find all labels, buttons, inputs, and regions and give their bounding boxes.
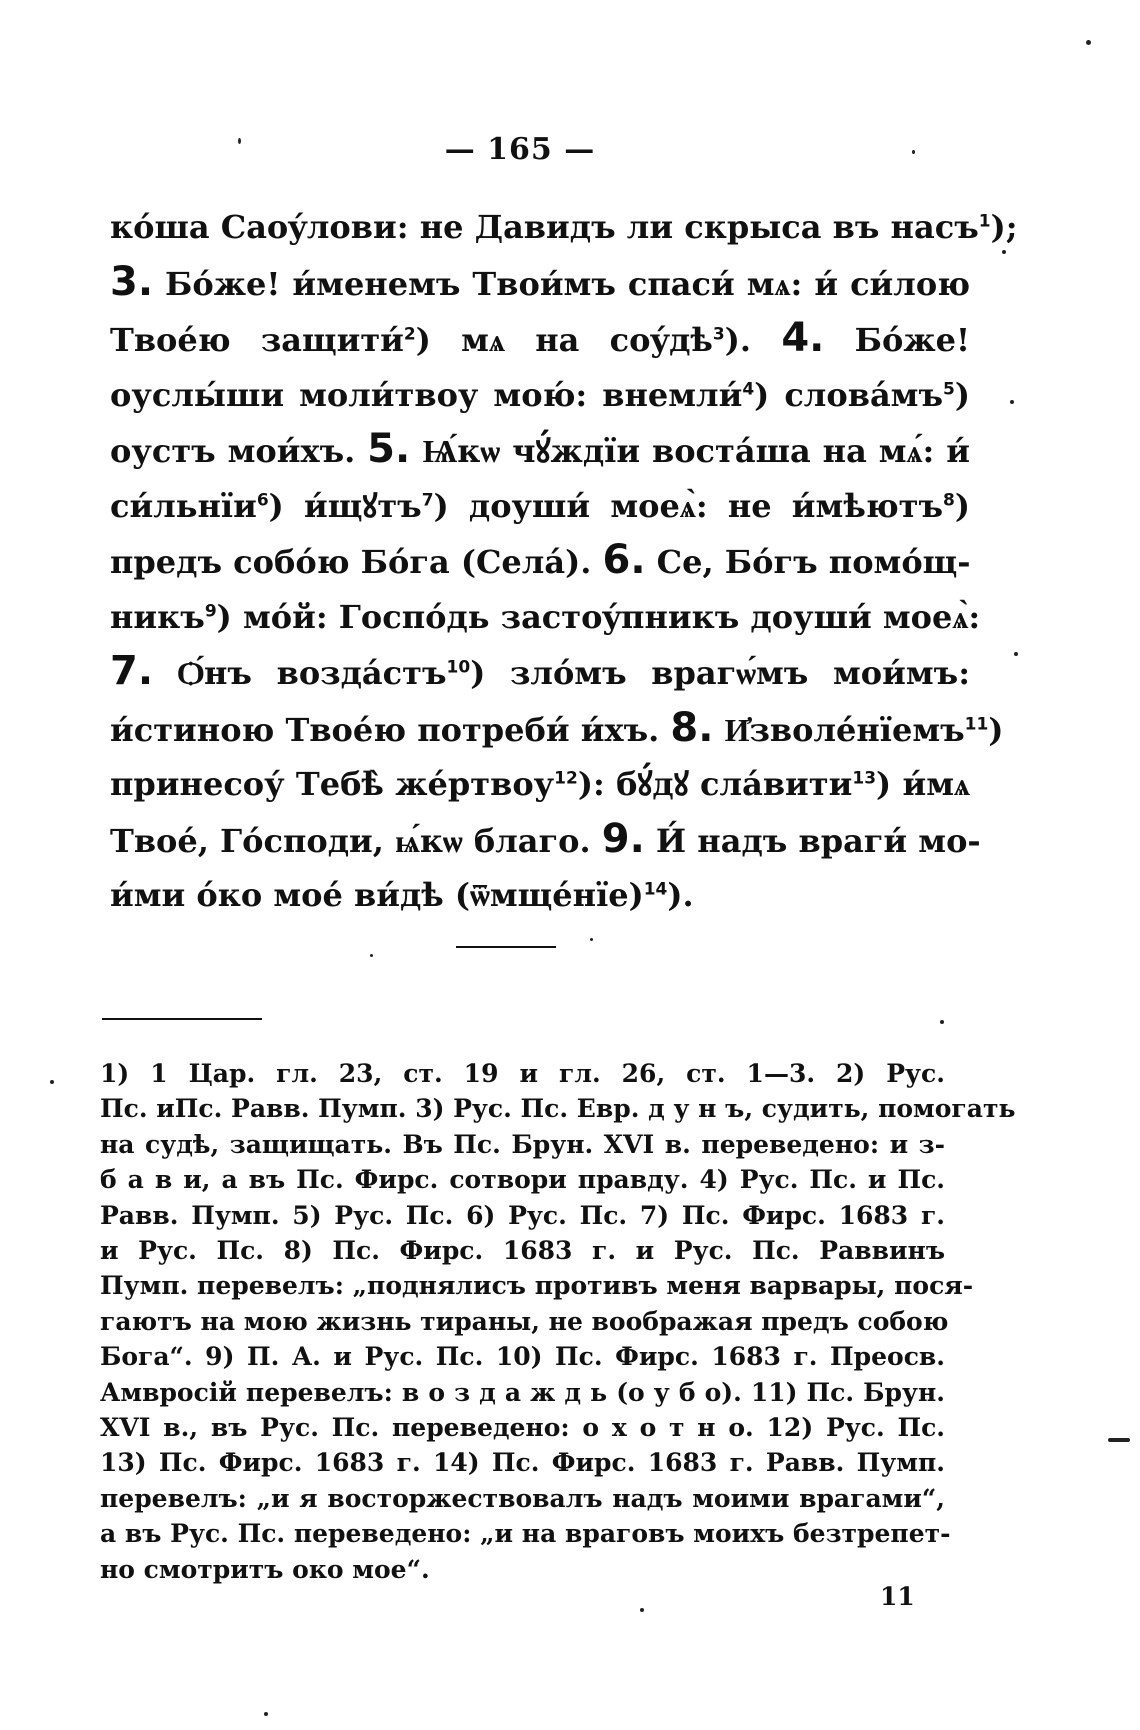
footnote-line: 13) Пс. Фирс. 1683 г. 14) Пс. Фирс. 1683 г. Равв. Пумп. xyxy=(100,1448,945,1478)
text-run: и́ми óко моé ви́дѣ (ѿмщéнїе) xyxy=(110,876,644,914)
footnote-ref: 5 xyxy=(943,378,955,399)
footnote-ref: 13 xyxy=(852,768,877,789)
text-line xyxy=(110,479,970,534)
footnote-line: Пс. иПс. Равв. Пумп. 3) Рус. Пс. Евр. д у н ъ, судить, помогать xyxy=(100,1094,1016,1124)
text-run: Се, Бóгъ помóщ- xyxy=(645,543,971,581)
verse-number: 6. xyxy=(602,537,646,583)
text-run: ) мóй: Госпóдь застоýпникъ доуши́ моеѧ̀: xyxy=(216,597,981,636)
text-run: ) xyxy=(954,375,971,414)
text-run: ) xyxy=(954,486,970,525)
footnote-ref: 14 xyxy=(643,879,668,900)
text-line xyxy=(110,422,970,479)
footnote-line: XVI в., въ Рус. Пс. переведено: о х о т н о. 12) Рус. Пс. xyxy=(100,1413,945,1443)
text-run: ) и́щꙋтъ xyxy=(268,486,422,525)
footnote-line: Амвросій перевелъ: в о з д а ж д ь (о у б о). 11) Пс. Брун. xyxy=(100,1377,945,1407)
text-run: и́стиною Твоéю потреби́ и́хъ. xyxy=(110,710,671,749)
scan-speck xyxy=(1086,40,1091,45)
scan-speck xyxy=(1002,250,1006,254)
text-run: ) и́мѧ xyxy=(876,765,970,803)
scan-speck xyxy=(912,150,915,154)
text-run: И҆зволéнїемъ xyxy=(713,710,965,749)
scan-speck xyxy=(1010,400,1014,404)
text-line xyxy=(110,644,970,701)
psalm-text xyxy=(110,200,1018,923)
footnote-ref: 6 xyxy=(256,489,269,510)
verse-number: 3. xyxy=(110,258,154,305)
footnote-ref: 9 xyxy=(204,600,217,621)
text-run: ) словáмъ xyxy=(754,375,944,414)
text-line xyxy=(110,812,981,869)
text-run: ) мѧ на соýдѣ xyxy=(415,321,713,359)
footnote-ref: 4 xyxy=(742,378,755,399)
text-run: Бóже! xyxy=(824,321,971,359)
footnote-line: Бога“. 9) П. А. и Рус. Пс. 10) Пс. Фирс. 1683 г. Преосв. xyxy=(100,1342,945,1372)
scan-speck xyxy=(1014,652,1018,656)
footnote-line: гаютъ на мою жизнь тираны, не воображая предъ собою xyxy=(100,1306,949,1336)
verse-number: 5. xyxy=(367,426,411,472)
footnote-ref: 3 xyxy=(712,324,725,345)
text-line xyxy=(110,311,970,368)
footnote-line: на судѣ, защищать. Въ Пс. Брун. XVI в. переведено: и з- xyxy=(100,1129,945,1159)
footnote-ref: 2 xyxy=(403,324,416,345)
text-run: си́льнїи xyxy=(110,486,257,525)
verse-number: 8. xyxy=(670,704,714,751)
text-run: кóша Саоýлови: не Давидъ ли скрыса въ насъ xyxy=(110,208,979,246)
footnote-line: б а в и, а въ Пс. Фирс. сотвори правду. 4) Рус. Пс. и Пс. xyxy=(100,1165,945,1195)
footnote-ref: 7 xyxy=(421,489,434,510)
text-line xyxy=(110,533,970,590)
footnote-ref: 8 xyxy=(943,489,955,510)
footnotes xyxy=(100,1056,1016,1587)
scan-speck xyxy=(370,954,373,957)
text-line xyxy=(110,868,970,923)
footnote-line: Пумп. перевелъ: „поднялисъ противъ меня варвары, пося- xyxy=(100,1271,974,1301)
scan-speck xyxy=(264,1712,268,1716)
text-run: И́ надъ враги́ мо- xyxy=(644,821,981,860)
text-run: оустъ мои́хъ. xyxy=(110,432,368,470)
footnote-line: перевелъ: „и я восторжествовалъ надъ моими врагами“, xyxy=(100,1483,945,1513)
text-run: ); xyxy=(990,208,1018,246)
sheet-signature: 11 xyxy=(880,1582,915,1611)
text-run: ). xyxy=(667,876,694,914)
text-line xyxy=(110,200,1018,255)
footnote-line: и Рус. Пс. 8) Пс. Фирс. 1683 г. и Рус. Пс. Раввинъ xyxy=(100,1236,945,1266)
text-line xyxy=(110,757,970,812)
text-run: Бóже! и́менемъ Твои́мъ спаси́ мѧ: и́ си́лою xyxy=(153,264,970,303)
text-run: ): бꙋ́дꙋ слáвити xyxy=(577,765,853,803)
section-divider xyxy=(456,946,556,948)
page-number: — 165 — xyxy=(444,132,596,167)
text-run: ) доуши́ моеѧ̀: не и́мѣютъ xyxy=(433,486,944,525)
text-run: Твоéю защити́ xyxy=(110,321,404,359)
text-run: Ѻ́нъ воздáстъ xyxy=(153,654,447,692)
scan-speck xyxy=(640,1608,644,1612)
text-run: ) злóмъ врагѡ́мъ мои́мъ: xyxy=(470,654,971,692)
scan-speck xyxy=(940,1020,944,1024)
scan-speck xyxy=(590,938,593,941)
verse-number: 9. xyxy=(601,815,645,862)
text-run: Ѩ́кѡ чꙋ́ждїи востáша на мѧ́: и́ xyxy=(410,432,970,470)
text-run: оуслы́ши моли́твоу мою́: внемли́ xyxy=(110,375,743,414)
footnote-ref: 12 xyxy=(554,768,578,789)
text-line xyxy=(110,368,970,423)
footnote-ref: 11 xyxy=(964,713,989,734)
text-line xyxy=(110,590,981,645)
text-run: никъ xyxy=(110,597,205,636)
footnote-line: 1) 1 Цар. гл. 23, ст. 19 и гл. 26, ст. 1—3. 2) Рус. xyxy=(100,1059,945,1088)
scan-speck xyxy=(238,138,241,144)
text-run: Твоé, Гóсподи, ѩ́кѡ благо. xyxy=(110,821,602,860)
footnote-line: Равв. Пумп. 5) Рус. Пс. 6) Рус. Пс. 7) Пс. Фирс. 1683 г. xyxy=(100,1200,945,1230)
text-line xyxy=(110,701,1004,758)
text-run: предъ собóю Бóга (Селá). xyxy=(110,543,603,581)
footnote-line: а въ Рус. Пс. переведено: „и на враговъ моихъ безтрепет- xyxy=(100,1519,951,1549)
footnote-separator xyxy=(102,1018,262,1020)
scan-speck xyxy=(50,1080,54,1084)
text-line xyxy=(110,255,970,312)
verse-number: 4. xyxy=(781,315,825,361)
footnote-ref: 10 xyxy=(446,657,471,678)
text-run: принесоу́ Тебѣ̀ жéртвоу xyxy=(110,765,555,803)
scan-speck xyxy=(1108,1438,1130,1442)
text-run: ) xyxy=(988,710,1004,749)
text-run: ). xyxy=(724,321,782,359)
footnote-ref: 1 xyxy=(978,211,991,232)
verse-number: 7. xyxy=(110,648,154,694)
footnote-line: но смотритъ око мое“. xyxy=(100,1554,430,1584)
